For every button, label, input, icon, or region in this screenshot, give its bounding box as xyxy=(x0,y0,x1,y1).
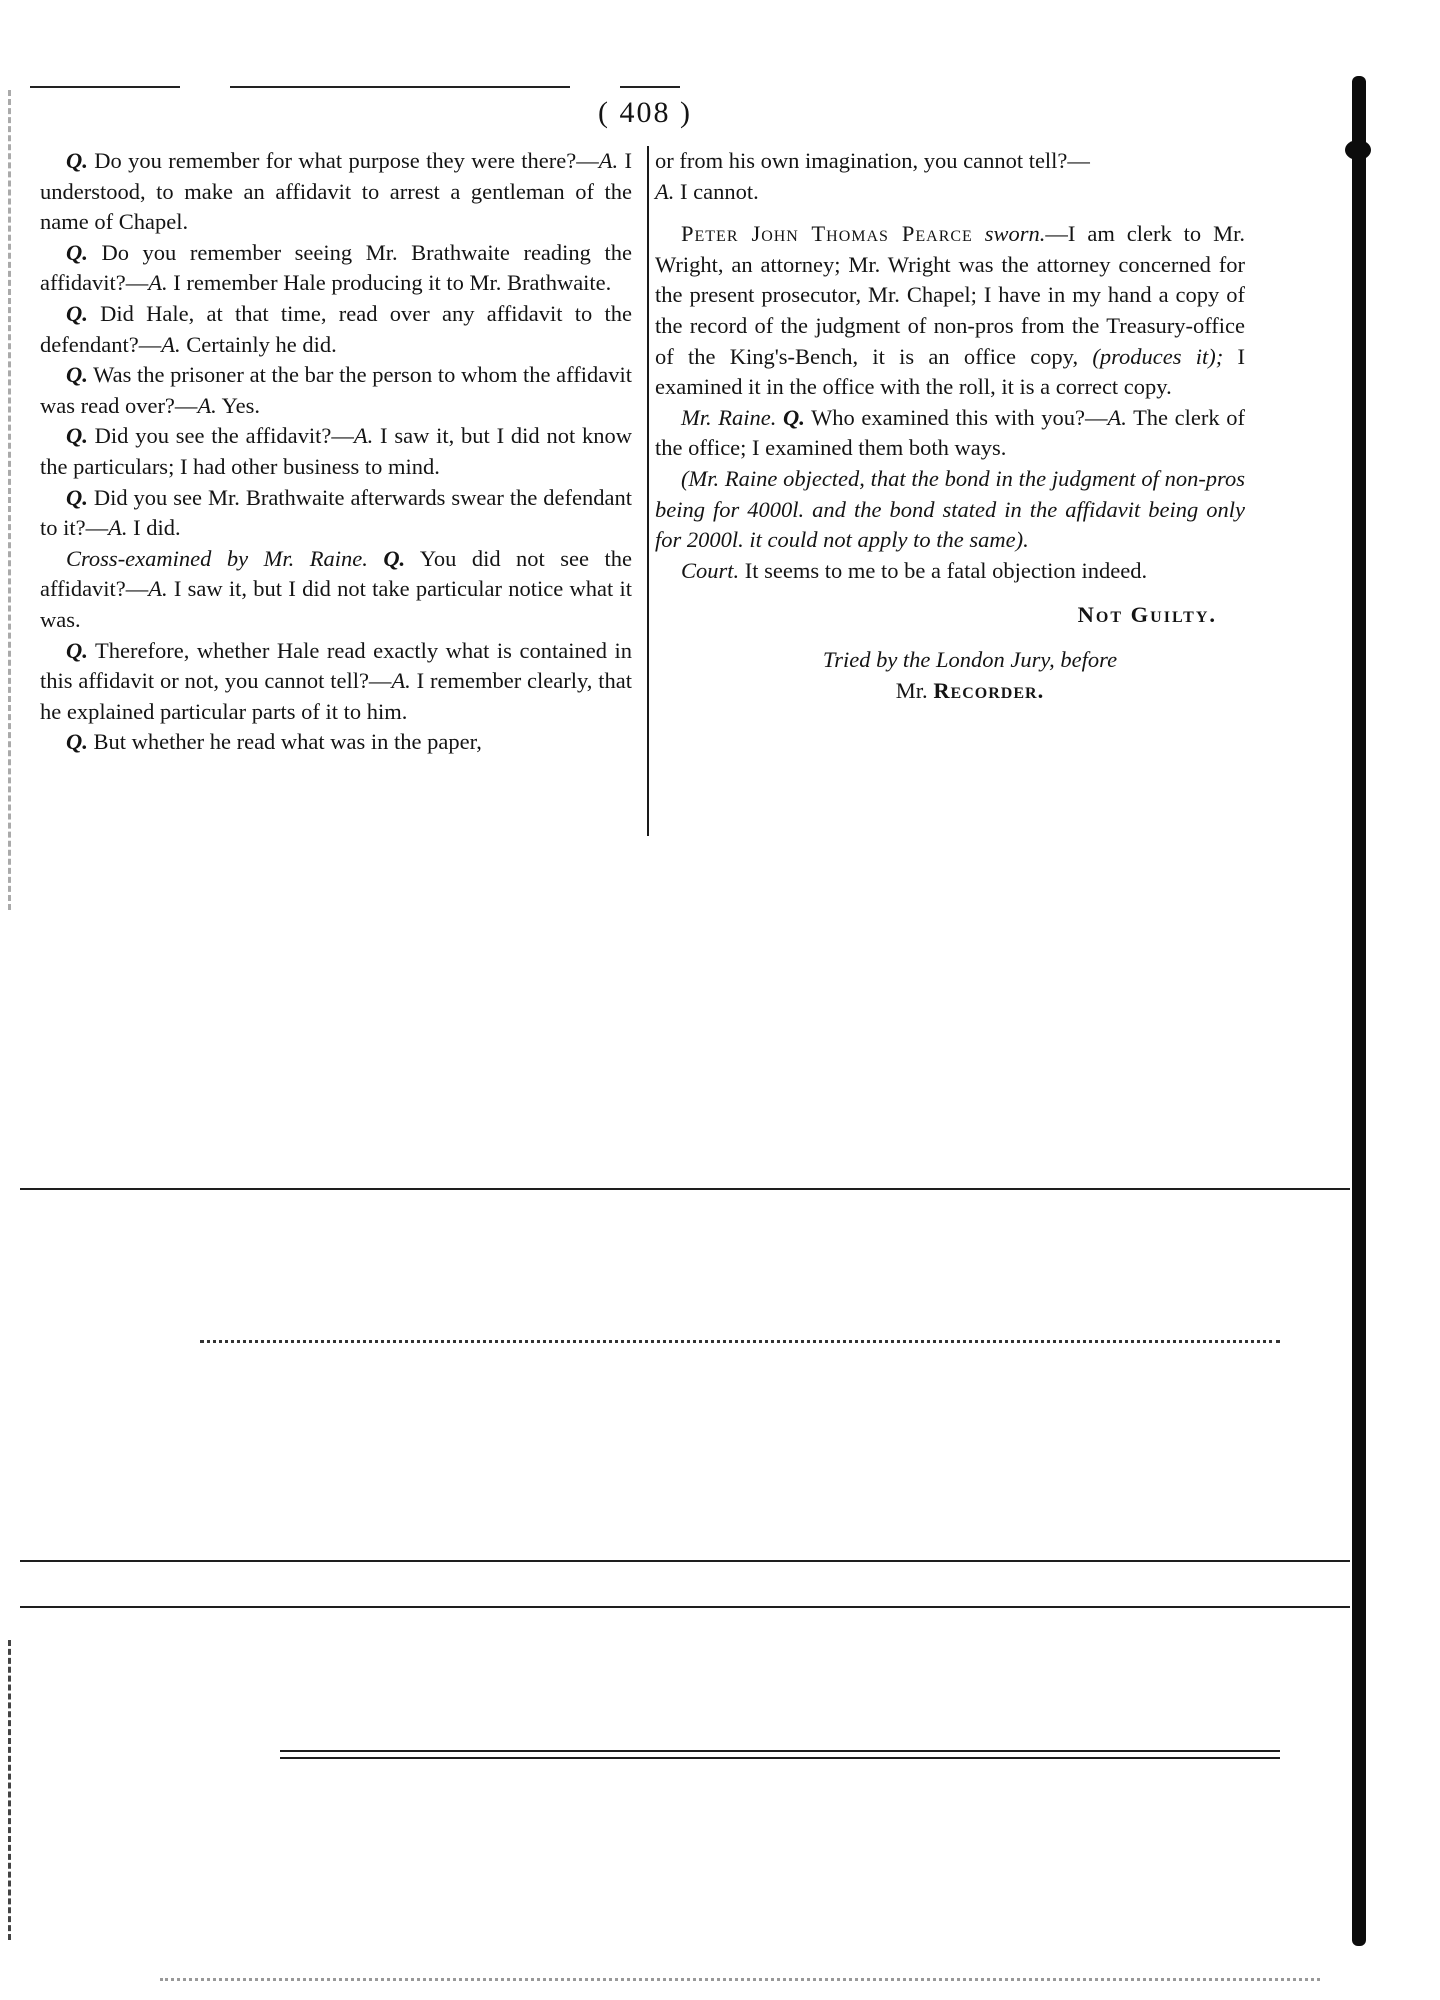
witness-paragraph xyxy=(655,219,1245,403)
answer-marker: A. xyxy=(391,668,411,694)
verdict: Not Guilty. xyxy=(1077,602,1217,628)
answer-text: I remember clearly, that he explained particular parts of it to him. xyxy=(40,668,632,724)
question-text: Do you remember seeing Mr. Brathwaite reading the affidavit?— xyxy=(40,239,632,296)
scan-edge-marks-top xyxy=(8,90,15,910)
question-text: Therefore, whether Hale read exactly what is contained in this affidavit or not, you cannot tell?— xyxy=(40,637,632,694)
witness-sworn: sworn. xyxy=(984,221,1046,247)
question-text: But whether he read what was in the paper, xyxy=(87,729,482,755)
continuation-paragraph xyxy=(655,146,1245,207)
objection-note: (Mr. Raine objected, that the bond in the judgment of non-pros being for 4000l. and the bond stated in the affidavit being only for 2000l. it could not apply to the same). xyxy=(655,465,1245,553)
witness-name: Peter John Thomas Pearce xyxy=(681,221,973,247)
speaker-label: Court. xyxy=(681,557,740,583)
testimony-paragraph xyxy=(40,299,632,360)
answer-marker: A. xyxy=(108,515,128,541)
right-column xyxy=(655,146,1245,706)
testimony-paragraph xyxy=(40,483,632,544)
question-text: You did not see the affidavit?— xyxy=(40,545,632,602)
answer-text: Yes. xyxy=(216,392,260,418)
court-statement: It seems to me to be a fatal objection indeed. xyxy=(739,557,1148,583)
answer-text: I understood, to make an affidavit to arrest a gentleman of the name of Chapel. xyxy=(40,148,633,235)
produces-note: (produces it); xyxy=(1092,343,1224,369)
scan-rule-7 xyxy=(160,1978,1320,1981)
scan-rule-3 xyxy=(20,1560,1350,1562)
question-marker: Q. xyxy=(66,362,88,388)
answer-marker: A. xyxy=(148,270,168,296)
raine-question-paragraph xyxy=(655,403,1245,464)
cross-examination-label: Cross-examined by Mr. Raine. xyxy=(66,545,368,571)
question-marker: Q. xyxy=(383,545,406,571)
recorder-title: Recorder. xyxy=(933,677,1045,703)
tried-by-line: Tried by the London Jury, before xyxy=(822,646,1118,672)
question-marker: Q. xyxy=(66,423,88,449)
court-paragraph xyxy=(655,556,1245,587)
answer-marker: A. xyxy=(353,423,374,449)
binding-spine-knot xyxy=(1345,140,1371,160)
answer-marker: A. xyxy=(655,178,675,204)
answer-marker: A. xyxy=(148,576,168,602)
top-rule-middle xyxy=(230,86,570,88)
question-text: Did you see Mr. Brathwaite afterwards swear the defendant to it?— xyxy=(40,484,632,541)
recorder-line xyxy=(695,676,1245,707)
page-number: ( 408 ) xyxy=(598,96,692,129)
question-text: Was the prisoner at the bar the person to whom the affidavit was read over?— xyxy=(40,362,632,418)
testimony-paragraph xyxy=(40,238,632,299)
speaker-label: Mr. Raine. xyxy=(681,404,777,430)
testimony-paragraph xyxy=(40,421,632,482)
answer-text: I saw it, but I did not know the particulars; I had other business to mind. xyxy=(40,423,632,479)
answer-marker: A. xyxy=(1107,404,1127,430)
testimony-paragraph xyxy=(40,727,632,758)
answer-text: I cannot. xyxy=(674,178,759,204)
question-text: Who examined this with you?— xyxy=(804,404,1108,430)
left-column xyxy=(40,146,632,758)
witness-testimony-end: I examined it in the office with the roll, it is a correct copy. xyxy=(655,343,1246,400)
answer-text: Certainly he did. xyxy=(180,331,337,357)
answer-marker: A. xyxy=(197,392,217,418)
testimony-paragraph xyxy=(40,360,632,421)
question-text: Did Hale, at that time, read over any affidavit to the defendant?— xyxy=(40,300,632,357)
question-marker: Q. xyxy=(782,404,805,430)
scan-edge-marks-bottom xyxy=(8,1640,15,1940)
scan-rule-4 xyxy=(20,1606,1350,1608)
question-marker: Q. xyxy=(66,148,88,173)
answer-text: I did. xyxy=(127,515,181,541)
answer-marker: A. xyxy=(161,331,181,357)
answer-text: I remember Hale producing it to Mr. Brathwaite. xyxy=(167,270,612,296)
testimony-paragraph xyxy=(40,636,632,728)
top-rule-right xyxy=(620,86,680,88)
question-marker: Q. xyxy=(66,484,88,510)
question-marker: Q. xyxy=(66,300,88,326)
question-marker: Q. xyxy=(66,239,88,265)
testimony-paragraph xyxy=(40,146,632,238)
answer-text: I saw it, but I did not take particular notice what it was. xyxy=(40,576,632,632)
cross-examination-paragraph xyxy=(40,544,632,636)
top-rule-left xyxy=(30,86,180,88)
binding-spine xyxy=(1352,76,1366,1946)
continuation-text: or from his own imagination, you cannot tell?— xyxy=(655,148,1090,173)
question-marker: Q. xyxy=(66,637,88,663)
column-divider xyxy=(647,146,649,836)
question-text: Do you remember for what purpose they were there?— xyxy=(87,148,599,173)
witness-testimony: —I am clerk to Mr. Wright, an attorney; Mr. Wright was the attorney concerned for the present prosecutor, Mr. Chapel; I have in my hand a copy of the record of the judgment of non-pros from the Treasury-office of the King's-Bench, it is an office copy, xyxy=(655,221,1245,369)
scan-rule-1 xyxy=(20,1188,1350,1190)
scan-rule-5 xyxy=(280,1750,1280,1752)
question-marker: Q. xyxy=(66,729,88,755)
scan-rule-2 xyxy=(200,1340,1280,1343)
answer-marker: A. xyxy=(598,148,619,173)
scan-rule-6 xyxy=(280,1757,1280,1759)
answer-text: The clerk of the office; I examined them both ways. xyxy=(655,404,1245,461)
recorder-prefix: Mr. xyxy=(895,677,928,703)
question-text: Did you see the affidavit?— xyxy=(87,423,354,449)
